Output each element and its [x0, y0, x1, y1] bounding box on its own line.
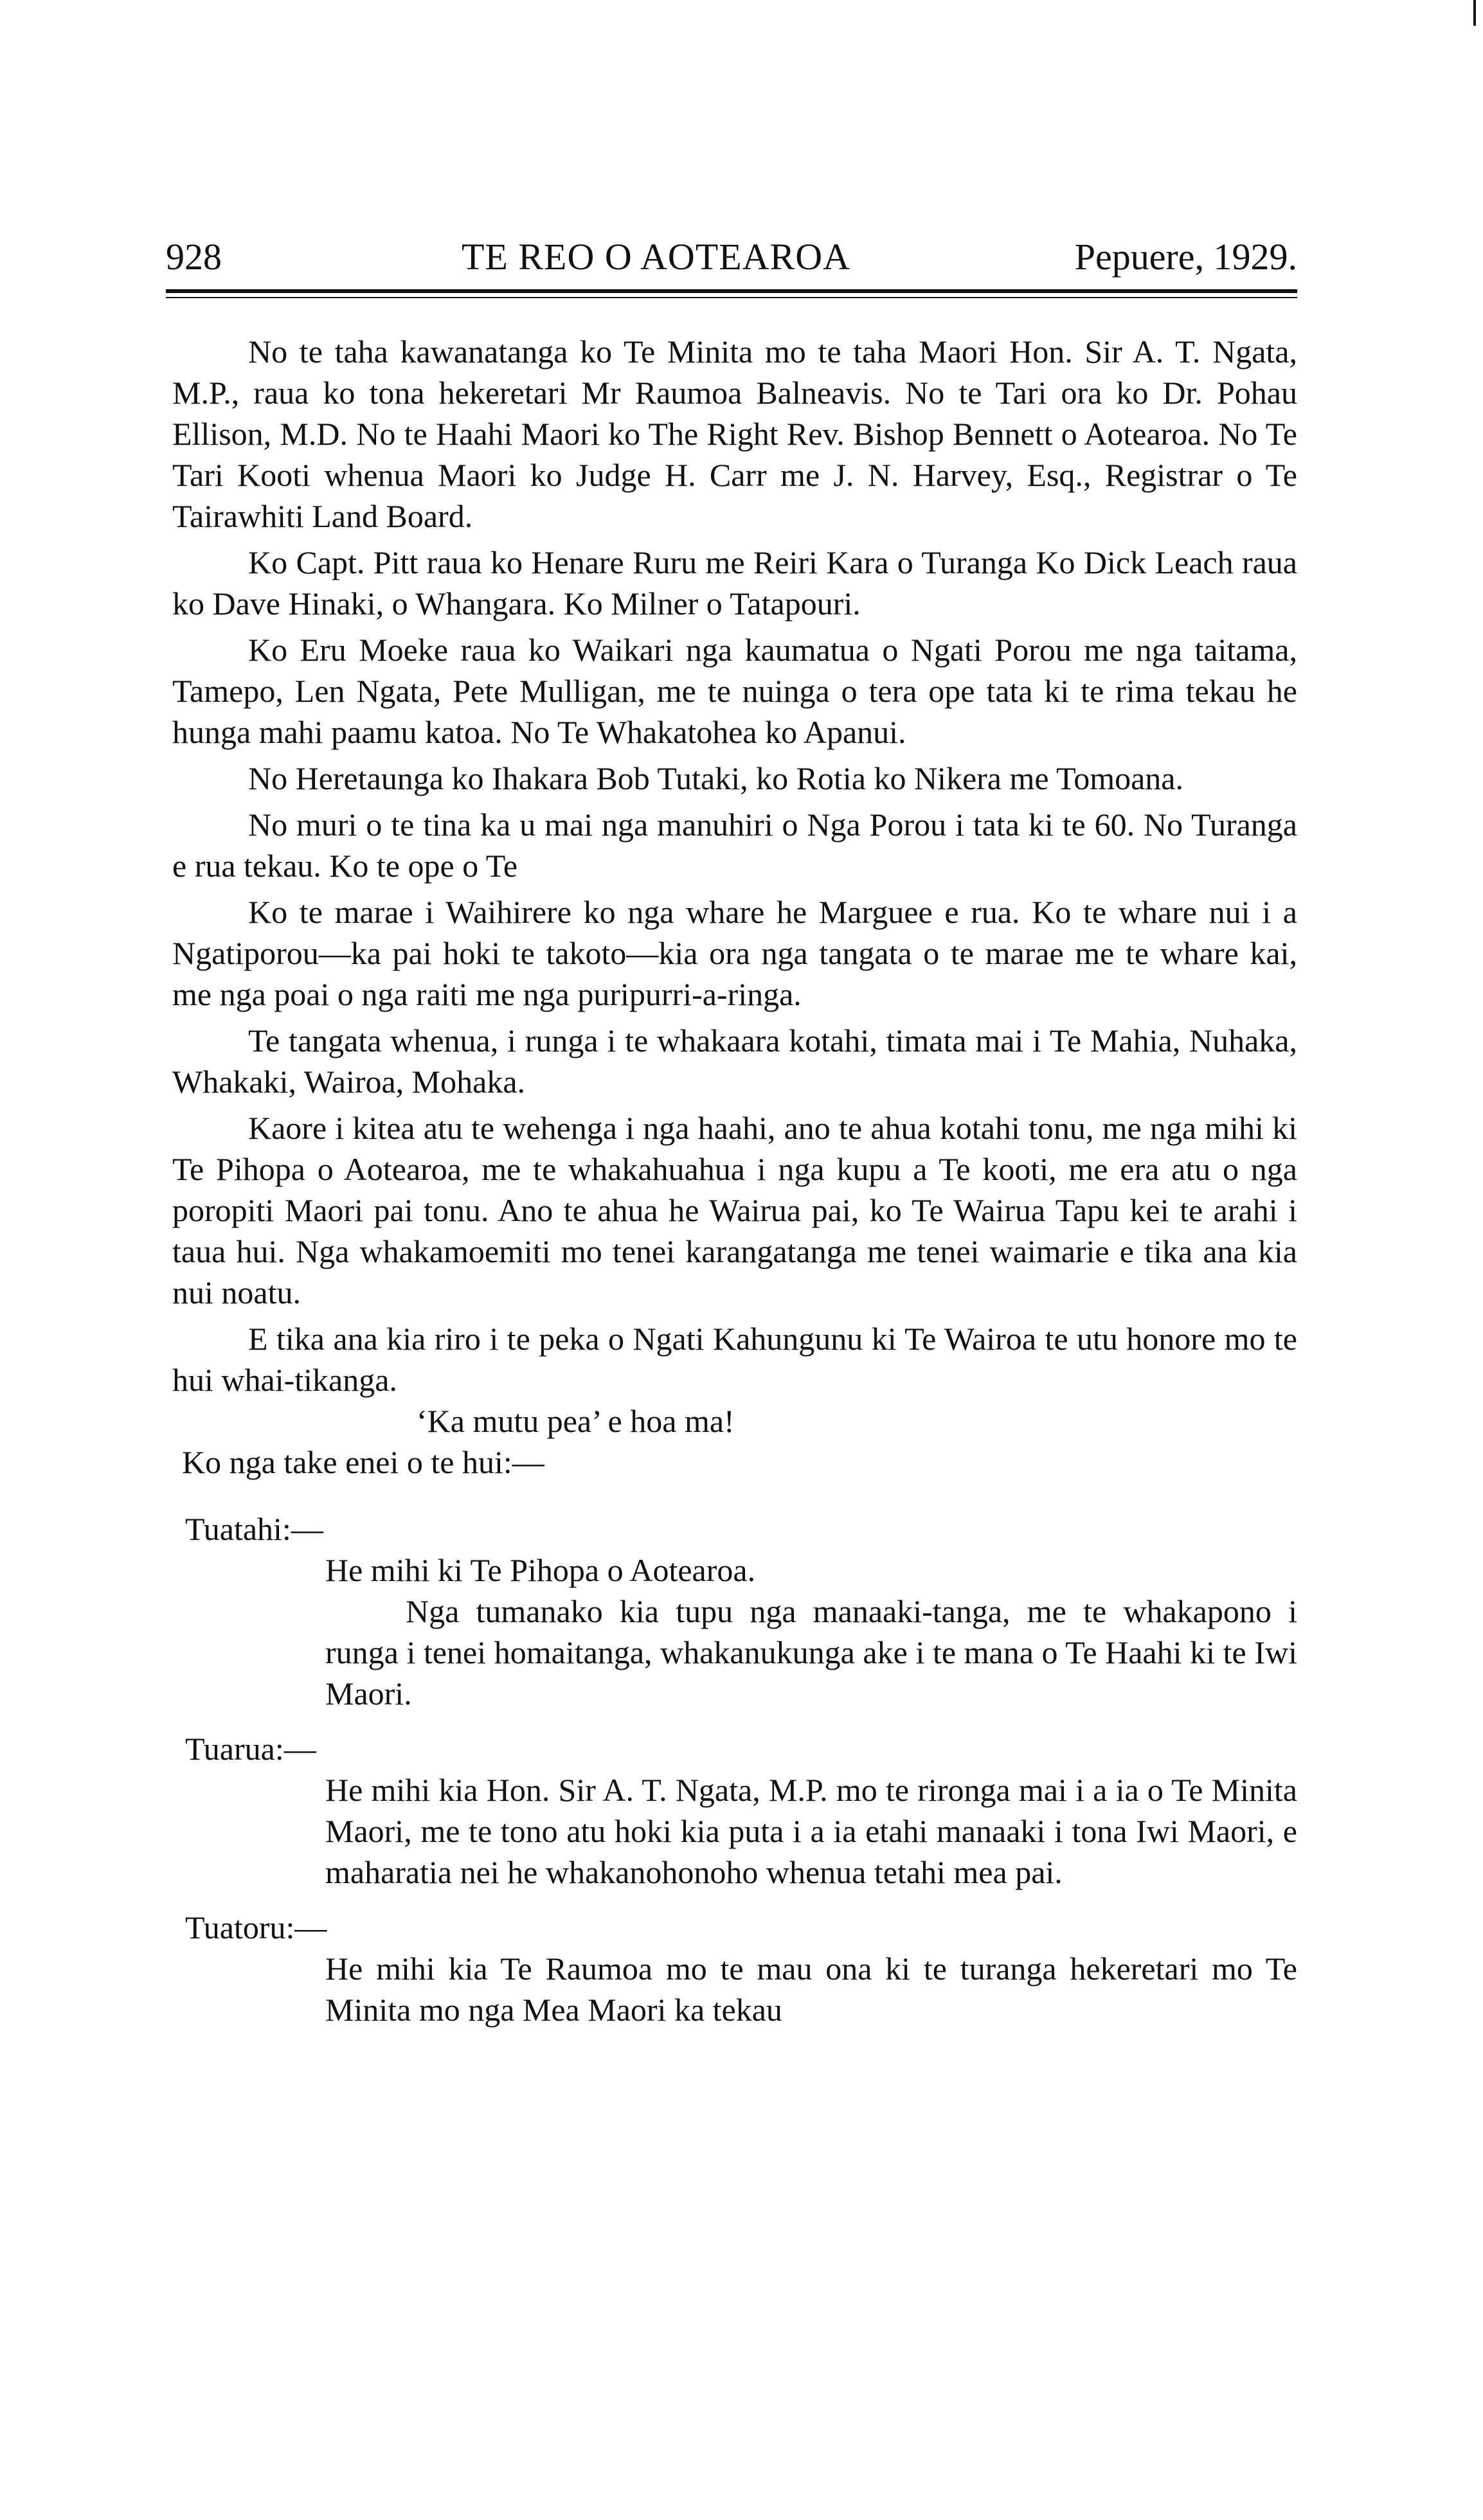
agenda-item-text: Nga tumanako kia tupu nga manaaki-tanga, me te whakapono i runga i tenei homaitanga, whakanukunga ake i te mana o Te Haahi ki te Iwi Maori. — [325, 1593, 1297, 1711]
paragraph: Ko te marae i Waihirere ko nga whare he Marguee e rua. Ko te whare nui i a Ngatiporou—ka pai hoki te takoto—kia ora nga tangata o te marae me te whare kai, me nga poai o nga raiti me nga puripurri-a-ringa. — [172, 894, 1297, 1012]
paragraph: No Heretaunga ko Ihakara Bob Tutaki, ko Rotia ko Nikera me Tomoana. — [248, 760, 1183, 796]
agenda-item — [325, 1948, 1297, 2030]
scan-edge-mark — [1473, 0, 1476, 26]
agenda-label: Tuatahi:— — [185, 1511, 323, 1547]
paragraph: No muri o te tina ka u mai nga manuhiri o Nga Porou i tata ki te 60. No Turanga e rua tekau. Ko te ope o Te — [172, 807, 1297, 884]
agenda-item-text: He mihi kia Hon. Sir A. T. Ngata, M.P. mo te rironga mai i a ia o Te Minita Maori, me te tono atu hoki kia puta i a ia etahi manaaki i tona Iwi Maori, e maharatia nei he whakanohonoho whenua tetahi mea pai. — [325, 1772, 1297, 1890]
agenda-item — [325, 1769, 1297, 1893]
paragraph: Ko Capt. Pitt raua ko Henare Ruru me Reiri Kara o Turanga Ko Dick Leach raua ko Dave Hinaki, o Whangara. Ko Milner o Tatapouri. — [172, 544, 1297, 621]
agenda-label: Tuatoru:— — [185, 1909, 327, 1945]
paragraph: Ko Eru Moeke raua ko Waikari nga kaumatua o Ngati Porou me nga taitama, Tamepo, Len Ngata, Pete Mulligan, me te nuinga o tera ope tata ki te rima tekau he hunga mahi paamu katoa. No Te Whakatohea ko Apanui. — [172, 632, 1297, 750]
paragraph: Te tangata whenua, i runga i te whakaara kotahi, timata mai i Te Mahia, Nuhaka, Whakaki, Wairoa, Mohaka. — [172, 1023, 1297, 1100]
header-rule-thick — [166, 289, 1297, 293]
publication-title: TE REO O AOTEAROA — [462, 236, 851, 278]
paragraph: E tika ana kia riro i te peka o Ngati Kahungunu ki Te Wairoa te utu honore mo te hui whai-tikanga. — [172, 1321, 1297, 1398]
agenda-item-heading: He mihi ki Te Pihopa o Aotearoa. — [325, 1552, 756, 1588]
page-number: 928 — [166, 236, 222, 278]
article-body — [172, 331, 1297, 2030]
agenda-item-text: He mihi kia Te Raumoa mo te mau ona ki te turanga hekeretari mo Te Minita mo nga Mea Maori ka tekau — [325, 1951, 1297, 2028]
paragraph: Kaore i kitea atu te wehenga i nga haahi, ano te ahua kotahi tonu, me nga mihi ki Te Pihopa o Aotearoa, me te whakahuahua i nga kupu a Te kooti, me era atu o nga poropiti Maori pai tonu. Ano te ahua he Wairua pai, ko Te Wairua Tapu kei te arahi i taua hui. Nga whakamoemiti mo tenei karangatanga me tenei waimarie e tika ana kia nui noatu. — [172, 1110, 1297, 1310]
running-header — [166, 231, 1297, 283]
header-rule-thin — [166, 297, 1297, 298]
agenda-label: Tuarua:— — [185, 1731, 316, 1767]
closing-quote: ‘Ka mutu pea’ e hoa ma! — [417, 1403, 735, 1439]
paragraph: No te taha kawanatanga ko Te Minita mo te taha Maori Hon. Sir A. T. Ngata, M.P., raua ko tona hekeretari Mr Raumoa Balneavis. No te Tari ora ko Dr. Pohau Ellison, M.D. No te Haahi Maori ko The Right Rev. Bishop Bennett o Aotearoa. No Te Tari Kooti whenua Maori ko Judge H. Carr me J. N. Harvey, Esq., Registrar o Te Tairawhiti Land Board. — [172, 334, 1297, 534]
agenda-intro: Ko nga take enei o te hui:— — [182, 1444, 544, 1480]
issue-date: Pepuere, 1929. — [1074, 236, 1297, 278]
agenda-item — [325, 1550, 1297, 1714]
